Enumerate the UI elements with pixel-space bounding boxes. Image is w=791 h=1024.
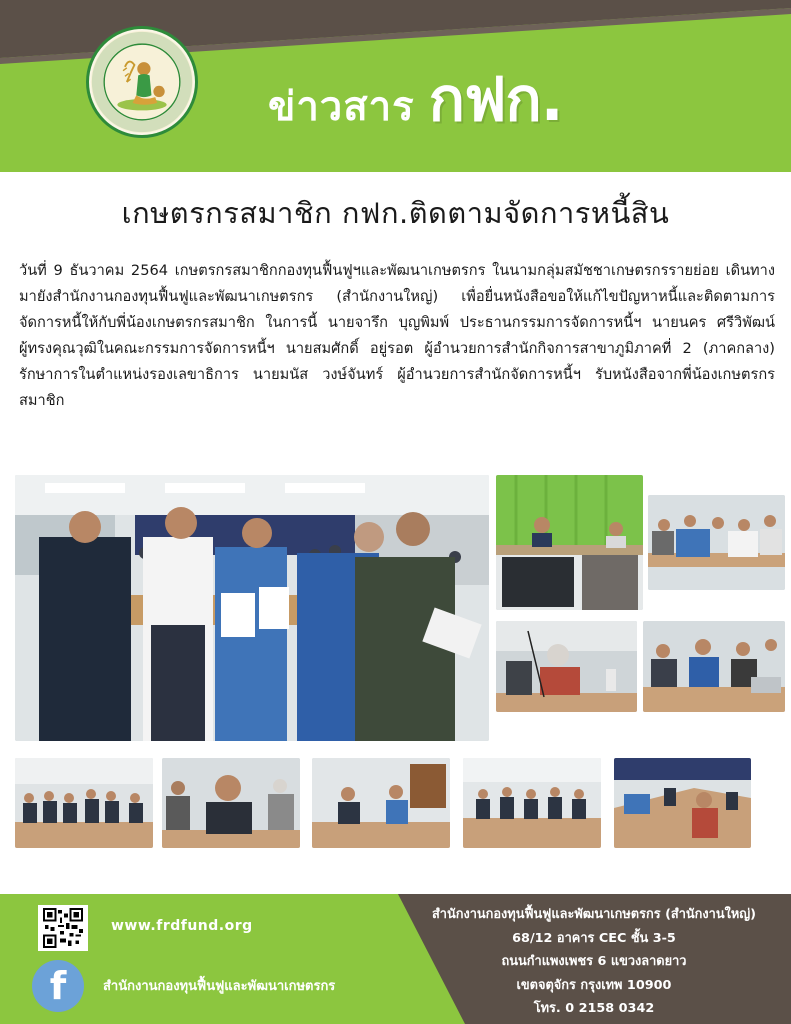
org-label: กฟก.	[428, 65, 563, 135]
address-line: เขตจตุจักร กรุงเทพ 10900	[516, 977, 672, 993]
qr-code[interactable]	[38, 905, 88, 951]
frdfund-logo	[86, 26, 198, 138]
photo-conference-room	[312, 758, 450, 848]
news-label: ข่าวสาร	[268, 84, 415, 130]
photo-green-room	[496, 475, 643, 610]
address-line: ถนนกำแพงเพชร 6 แขวงลาดยาว	[501, 954, 687, 969]
newsletter-title	[268, 52, 563, 135]
photo-room-overview	[614, 758, 751, 848]
address-line: 68/12 อาคาร CEC ชั้น 3-5	[512, 930, 676, 946]
website-link[interactable]: www.frdfund.org	[111, 918, 253, 934]
phone-number: โทร. 0 2158 0342	[533, 1001, 655, 1016]
facebook-icon[interactable]: f	[32, 960, 84, 1012]
photo-audience-1	[15, 758, 153, 848]
photo-handover-main	[15, 475, 489, 741]
article-body: วันที่ 9 ธันวาคม 2564 เกษตรกรสมาชิกกองทุนฟื้นฟูฯและพัฒนาเกษตรกร ในนามกลุ่มสมัชชาเกษตรกรรายย่อย เดินทางมายังสำนักงานกองทุนฟื้นฟูและพัฒนาเกษตรกร (สำนักงานใหญ่) เพื่อยื่นหนังสือขอให้แก้ไขปัญหาหนี้และติดตามการจัดการหนี้ให้กับพี่น้องเกษตรกรสมาชิก ในการนี้ นายจารึก บุญพิมพ์ ประธานกรรมการจัดการหนี้ฯ นายนคร ศรีวิพัฒน์ ผู้ทรงคุณวุฒิในคณะกรรมการจัดการหนี้ฯ นายสมศักดิ์ อยู่รอต ผู้อำนวยการสำนักกิจการสาขาภูมิภาคที่ 2 (ภาคกลาง) รักษาการในตำแหน่งรองเลขาธิการ นายมนัส วงษ์จันทร์ ผู้อำนวยการสำนักจัดการหนี้ฯ รับหนังสือจากพี่น้องเกษตรกรสมาชิก	[19, 262, 775, 409]
facebook-page-link[interactable]: สำนักงานกองทุนฟื้นฟูและพัฒนาเกษตรกร	[103, 979, 336, 994]
address-line: สำนักงานกองทุนฟื้นฟูและพัฒนาเกษตรกร (สำนักงานใหญ่)	[431, 907, 757, 922]
photo-meeting-row	[648, 495, 785, 590]
photo-laptop-meeting	[643, 621, 785, 712]
photo-elder-speaking	[496, 621, 637, 712]
photo-speaker-portrait	[162, 758, 300, 848]
photo-audience-2	[463, 758, 601, 848]
office-address	[398, 903, 790, 1021]
article-headline: เกษตรกรสมาชิก กฟก.ติดตามจัดการหนี้สิน	[121, 196, 670, 230]
